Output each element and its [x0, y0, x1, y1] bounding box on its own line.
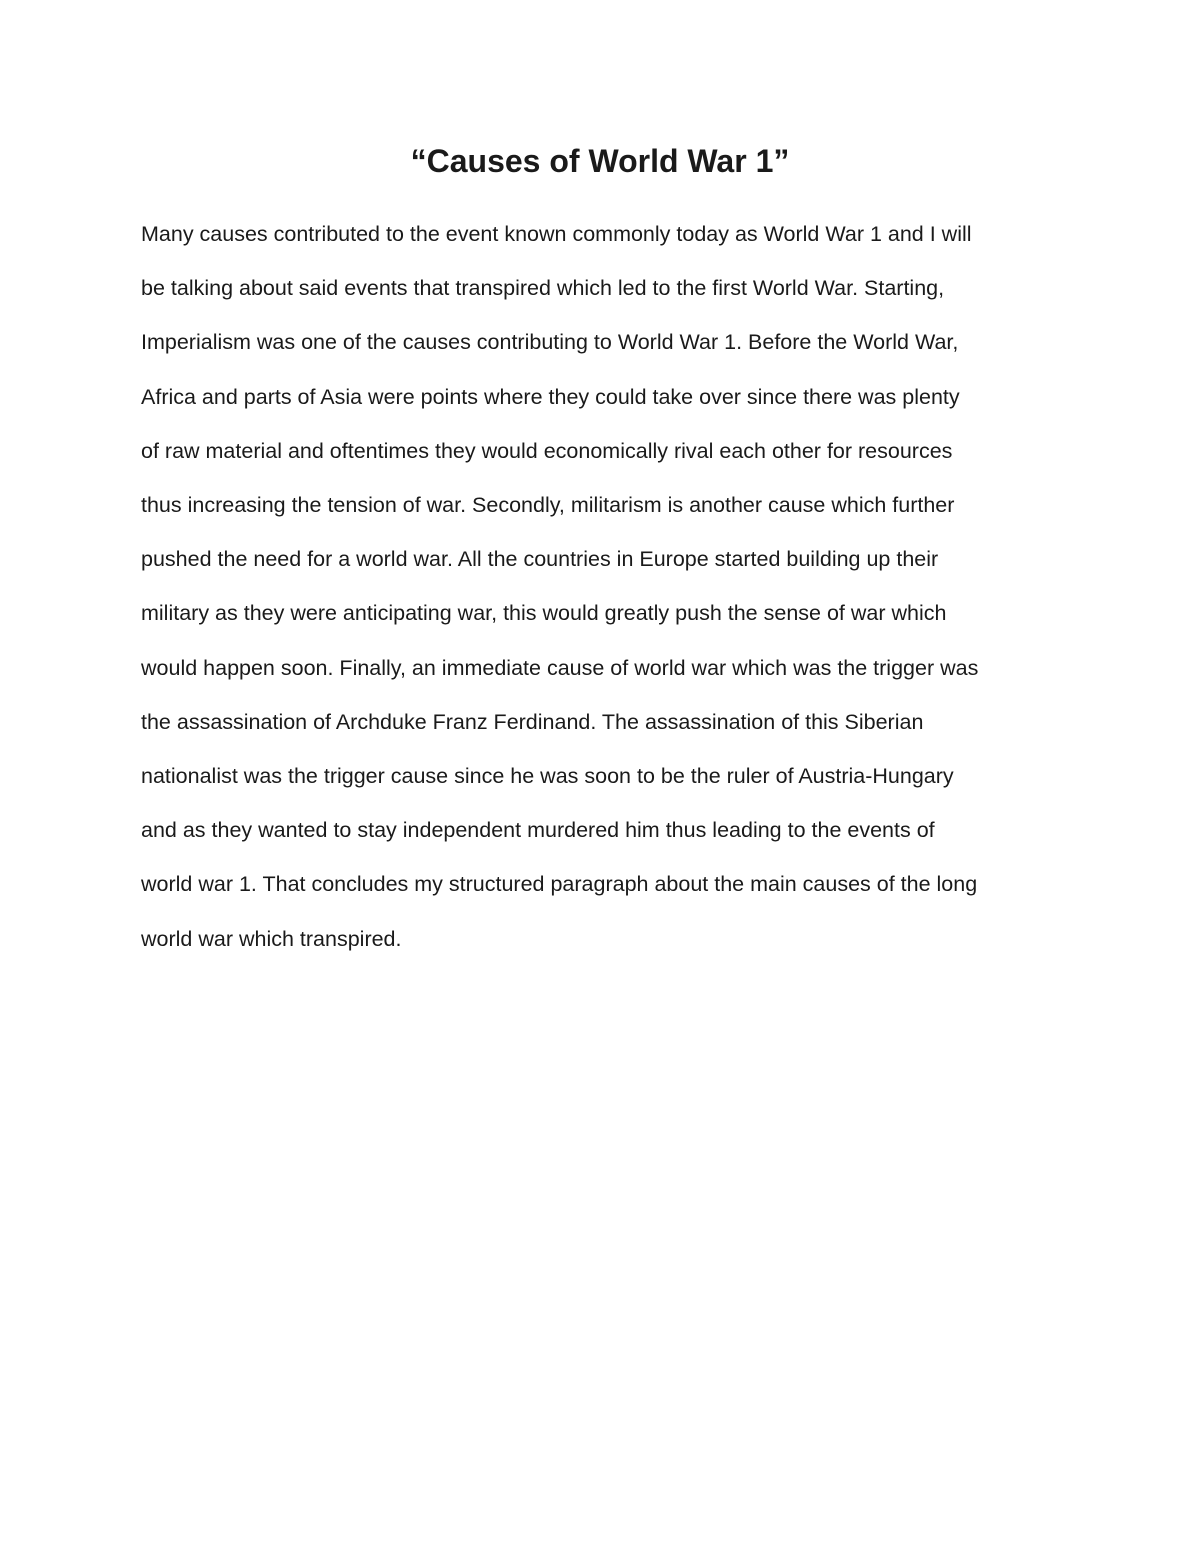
document-title: “Causes of World War 1” [410, 143, 790, 179]
paragraph-line: Africa and parts of Asia were points where they could take over since there was plenty [141, 384, 960, 409]
paragraph-line: world war 1. That concludes my structured paragraph about the main causes of the long [141, 872, 978, 897]
paragraph-line: would happen soon. Finally, an immediate cause of world war which was the trigger was [141, 655, 979, 680]
paragraph-line: be talking about said events that transpired which led to the first World War. Starting, [141, 276, 945, 301]
paragraph-line: military as they were anticipating war, this would greatly push the sense of war which [141, 601, 947, 626]
paragraph-line: and as they wanted to stay independent murdered him thus leading to the events of [141, 818, 935, 843]
paragraph-line: Many causes contributed to the event known commonly today as World War 1 and I will [141, 222, 972, 246]
document-paragraph [141, 207, 1081, 966]
paragraph-line: world war which transpired. [141, 926, 402, 951]
paragraph-line: nationalist was the trigger cause since he was soon to be the ruler of Austria-Hungary [141, 764, 954, 789]
paragraph-line: pushed the need for a world war. All the countries in Europe started building up their [141, 547, 939, 572]
paragraph-line: the assassination of Archduke Franz Ferdinand. The assassination of this Siberian [141, 709, 924, 734]
paragraph-line: of raw material and oftentimes they would economically rival each other for resources [141, 438, 953, 463]
paragraph-line: Imperialism was one of the causes contributing to World War 1. Before the World War, [141, 330, 959, 355]
paragraph-line: thus increasing the tension of war. Secondly, militarism is another cause which further [141, 493, 955, 518]
